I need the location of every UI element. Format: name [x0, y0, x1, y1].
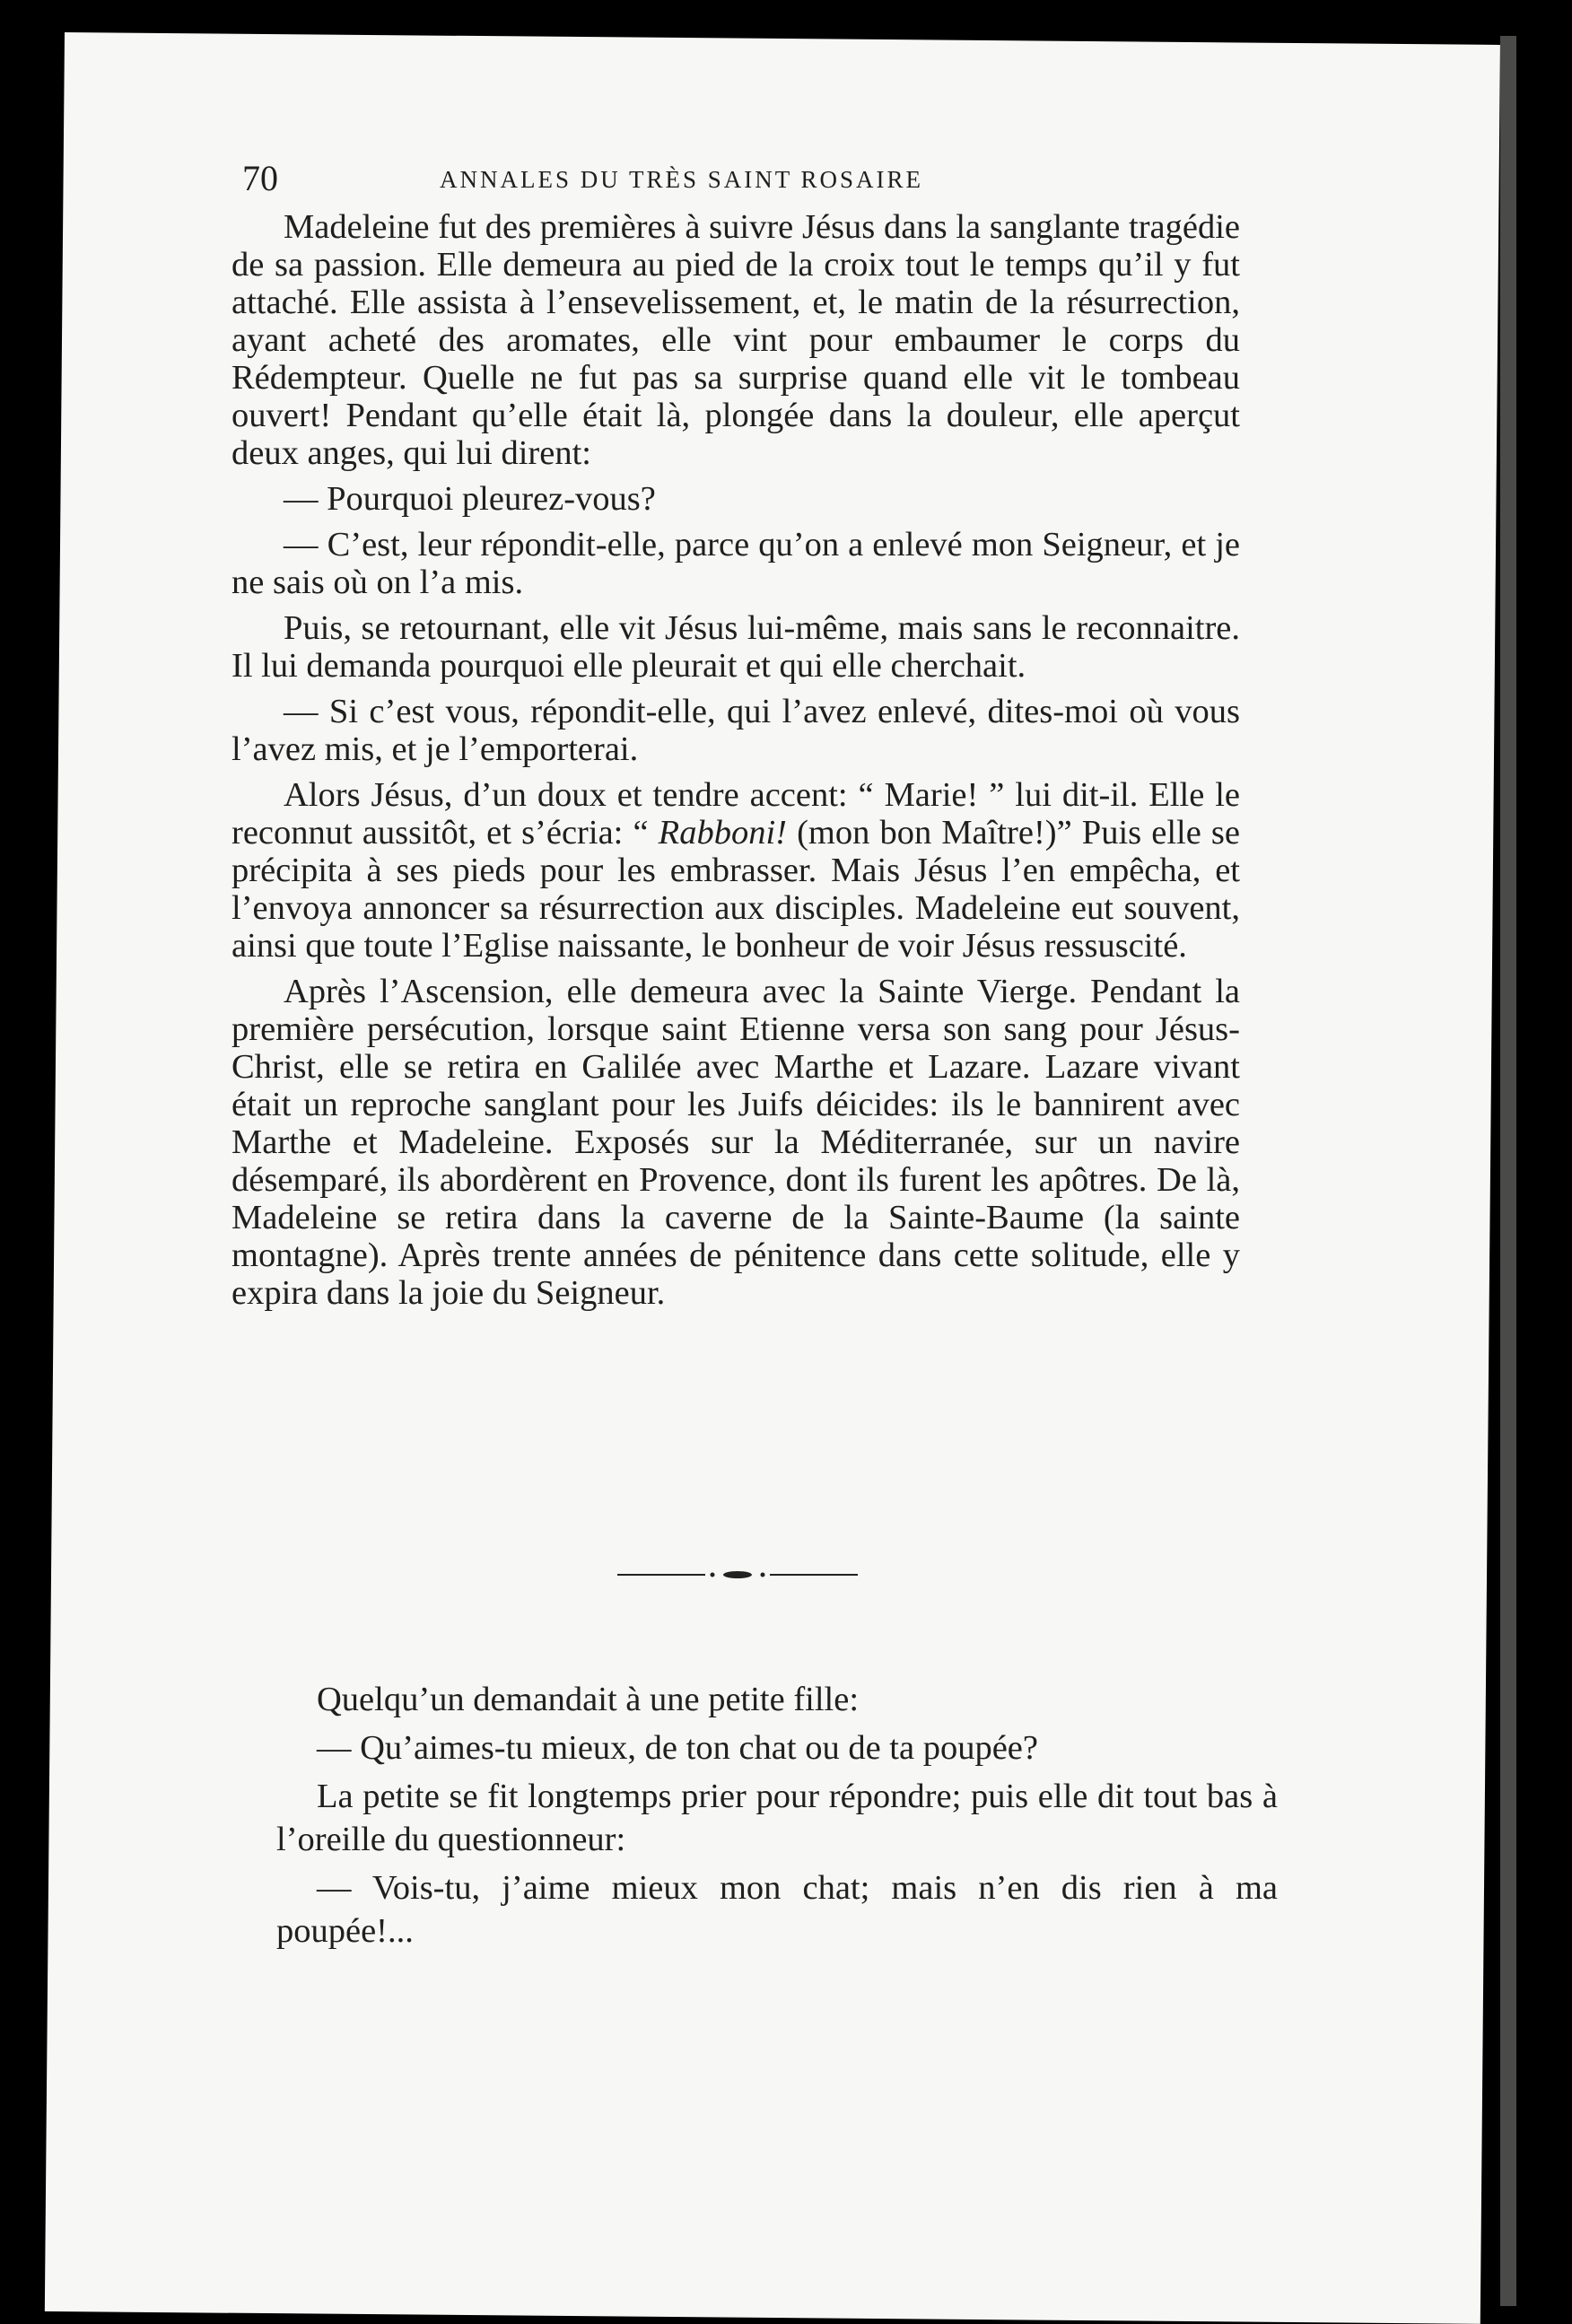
- paragraph: — Qu’aimes-tu mieux, de ton chat ou de ta poupée?: [317, 1729, 1038, 1767]
- paragraph: Madeleine fut des premières à suivre Jésus dans la sanglante tragédie de sa passion. Elle demeura au pied de la croix tout le temps qu’il y fut attaché. Elle assista à l’ensevelissement, et, le matin de la résurrection, ayant acheté des aromates, elle vint pour embaumer le corps du Rédempteur. Quelle ne fut pas sa surprise quand elle vit le tombeau ouvert! Pendant qu’elle était là, plongée dans la douleur, elle aperçut deux anges, qui lui dirent:: [231, 208, 1240, 472]
- running-title: ANNALES DU TRÈS SAINT ROSAIRE: [440, 166, 924, 193]
- paragraph: — C’est, leur répondit-elle, parce qu’on a enlevé mon Seigneur, et je ne sais où on l’a mis.: [231, 526, 1240, 601]
- paragraph-alors: [231, 776, 1240, 965]
- paragraph: — Vois-tu, j’aime mieux mon chat; mais n’en dis rien à ma poupée!...: [276, 1869, 1278, 1950]
- alors-text-start: Alors Jésus, d’un doux et tendre accent: “ Marie! ” lui dit-il. Elle le reconnut aussitôt, et s’écria: “: [231, 776, 1240, 852]
- article-text: [231, 208, 1240, 1320]
- paragraph: Après l’Ascension, elle demeura avec la Sainte Vierge. Pendant la première persécution, lorsque saint Etienne versa son sang pour Jésus-Christ, elle se retira en Galilée avec Marthe et Lazare. Lazare vivant était un reproche sanglant pour les Juifs déicides: ils le bannirent avec Marthe et Madeleine. Exposés sur la Méditerranée, sur un navire désemparé, ils abordèrent en Provence, dont ils furent les apôtres. De là, Madeleine se retira dans la caverne de la Sainte-Baume (la sainte montagne). Après trente années de pénitence dans cette solitude, elle y expira dans la joie du Seigneur.: [231, 973, 1240, 1312]
- paragraph: La petite se fit longtemps prier pour répondre; puis elle dit tout bas à l’oreille du questionneur:: [276, 1778, 1278, 1858]
- page-header: [242, 156, 1265, 201]
- alors-text-end: (mon bon Maître!)” Puis elle se précipita à ses pieds pour les embrasser. Mais Jésus l’en empêcha, et l’envoya annoncer sa résurrection aux disciples. Madeleine eut souvent, ainsi que toute l’Eglise naissante, le bonheur de voir Jésus ressuscité.: [231, 814, 1240, 965]
- anecdote-text: [276, 1678, 1278, 1958]
- paragraph: Puis, se retournant, elle vit Jésus lui-même, mais sans le reconnaitre. Il lui demanda pourquoi elle pleurait et qui elle cherchait.: [231, 609, 1240, 685]
- page-number: 70: [242, 158, 278, 198]
- section-divider-ornament: [617, 1566, 858, 1584]
- paragraph: — Pourquoi pleurez-vous?: [284, 480, 656, 518]
- paragraph: Quelqu’un demandait à une petite fille:: [317, 1681, 860, 1718]
- latin-word: Rabboni!: [658, 814, 787, 852]
- paragraph: — Si c’est vous, répondit-elle, qui l’avez enlevé, dites-moi où vous l’avez mis, et je l’emporterai.: [231, 693, 1240, 768]
- adjacent-page-edge: [1500, 36, 1516, 2306]
